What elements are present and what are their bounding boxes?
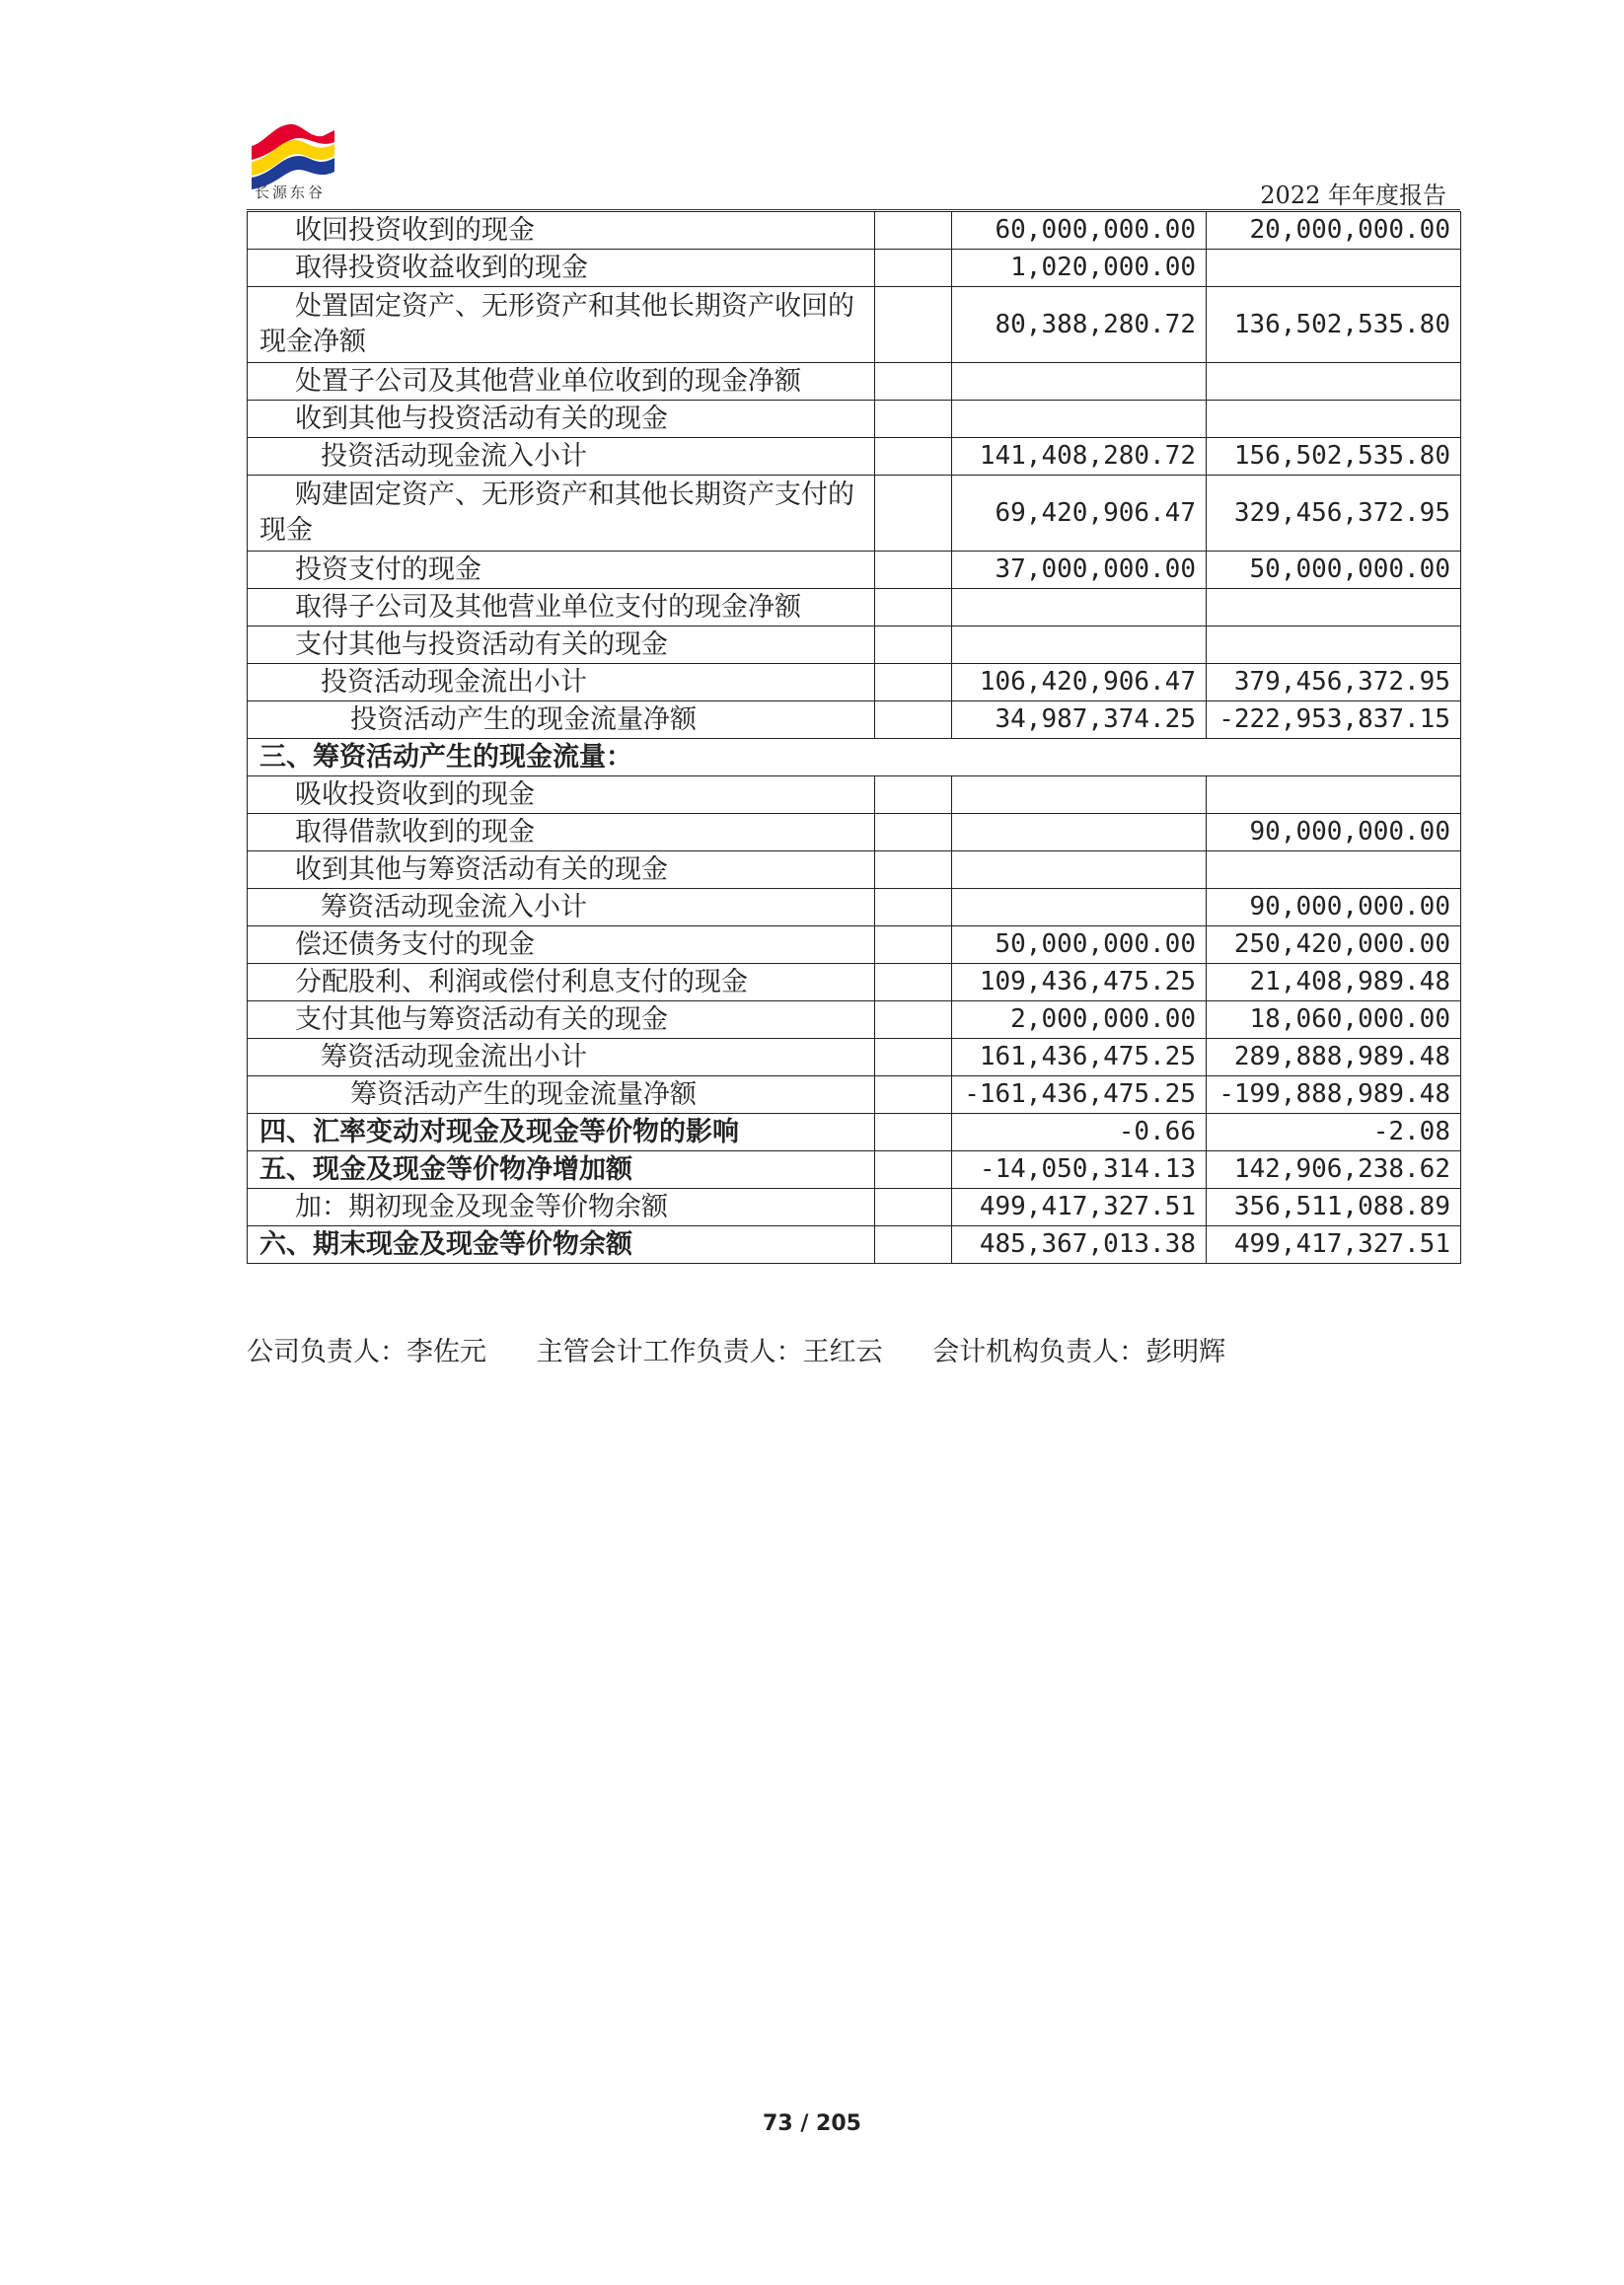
row-note bbox=[875, 776, 952, 814]
logo-text: 长源东谷 bbox=[255, 184, 327, 201]
row-item: 筹资活动现金流出小计 bbox=[248, 1039, 875, 1076]
row-item: 加：期初现金及现金等价物余额 bbox=[248, 1189, 875, 1226]
row-prior: -2.08 bbox=[1207, 1114, 1461, 1151]
row-prior: -199,888,989.48 bbox=[1207, 1076, 1461, 1114]
row-prior bbox=[1207, 363, 1461, 401]
row-prior bbox=[1207, 589, 1461, 627]
row-item: 筹资活动产生的现金流量净额 bbox=[248, 1076, 875, 1114]
row-prior: -222,953,837.15 bbox=[1207, 701, 1461, 739]
row-current: 37,000,000.00 bbox=[952, 552, 1207, 589]
row-current: 161,436,475.25 bbox=[952, 1039, 1207, 1076]
row-prior bbox=[1207, 851, 1461, 889]
row-prior: 250,420,000.00 bbox=[1207, 926, 1461, 964]
row-current: 34,987,374.25 bbox=[952, 701, 1207, 739]
row-current bbox=[952, 851, 1207, 889]
row-item: 投资活动产生的现金流量净额 bbox=[248, 701, 875, 739]
row-prior: 50,000,000.00 bbox=[1207, 552, 1461, 589]
row-note bbox=[875, 1039, 952, 1076]
row-item: 处置固定资产、无形资产和其他长期资产收回的现金净额 bbox=[248, 287, 875, 363]
agency-head: 会计机构负责人：彭明辉 bbox=[932, 1337, 1226, 1367]
accounting-head: 主管会计工作负责人：王红云 bbox=[536, 1337, 883, 1367]
table-row bbox=[248, 589, 1461, 627]
row-note bbox=[875, 851, 952, 889]
row-current bbox=[952, 363, 1207, 401]
table-row bbox=[248, 363, 1461, 401]
table-row bbox=[248, 552, 1461, 589]
row-item: 投资活动现金流入小计 bbox=[248, 438, 875, 476]
row-note bbox=[875, 926, 952, 964]
row-note bbox=[875, 664, 952, 701]
row-note bbox=[875, 814, 952, 851]
table-row bbox=[248, 212, 1461, 250]
row-item: 五、现金及现金等价物净增加额 bbox=[248, 1151, 875, 1189]
row-current bbox=[952, 889, 1207, 926]
table-row bbox=[248, 889, 1461, 926]
row-note bbox=[875, 964, 952, 1001]
table-row bbox=[248, 851, 1461, 889]
row-current bbox=[952, 776, 1207, 814]
row-prior: 329,456,372.95 bbox=[1207, 476, 1461, 552]
row-item: 偿还债务支付的现金 bbox=[248, 926, 875, 964]
row-item: 收到其他与投资活动有关的现金 bbox=[248, 401, 875, 438]
row-prior: 18,060,000.00 bbox=[1207, 1001, 1461, 1039]
row-prior bbox=[1207, 776, 1461, 814]
table-row bbox=[248, 401, 1461, 438]
row-current: -14,050,314.13 bbox=[952, 1151, 1207, 1189]
row-current bbox=[952, 401, 1207, 438]
row-note bbox=[875, 1001, 952, 1039]
row-note bbox=[875, 212, 952, 250]
table-row bbox=[248, 287, 1461, 363]
table-row bbox=[248, 926, 1461, 964]
row-item: 购建固定资产、无形资产和其他长期资产支付的现金 bbox=[248, 476, 875, 552]
row-note bbox=[875, 889, 952, 926]
row-current: 499,417,327.51 bbox=[952, 1189, 1207, 1226]
row-current bbox=[952, 814, 1207, 851]
row-note bbox=[875, 363, 952, 401]
row-current: -161,436,475.25 bbox=[952, 1076, 1207, 1114]
table-row bbox=[248, 1076, 1461, 1114]
row-prior: 20,000,000.00 bbox=[1207, 212, 1461, 250]
row-prior: 136,502,535.80 bbox=[1207, 287, 1461, 363]
row-item: 支付其他与筹资活动有关的现金 bbox=[248, 1001, 875, 1039]
row-prior: 289,888,989.48 bbox=[1207, 1039, 1461, 1076]
header-divider bbox=[247, 209, 1460, 210]
row-note bbox=[875, 401, 952, 438]
row-prior: 90,000,000.00 bbox=[1207, 814, 1461, 851]
row-current: 50,000,000.00 bbox=[952, 926, 1207, 964]
page-number: 73 / 205 bbox=[763, 2111, 861, 2136]
row-current: 1,020,000.00 bbox=[952, 250, 1207, 287]
row-prior bbox=[1207, 627, 1461, 664]
table-row bbox=[248, 1001, 1461, 1039]
row-item: 支付其他与投资活动有关的现金 bbox=[248, 627, 875, 664]
row-note bbox=[875, 1076, 952, 1114]
row-current: 69,420,906.47 bbox=[952, 476, 1207, 552]
row-prior bbox=[1207, 401, 1461, 438]
row-prior bbox=[1207, 250, 1461, 287]
row-prior: 499,417,327.51 bbox=[1207, 1226, 1461, 1264]
row-item: 筹资活动现金流入小计 bbox=[248, 889, 875, 926]
row-item: 投资活动现金流出小计 bbox=[248, 664, 875, 701]
table-row bbox=[248, 701, 1461, 739]
row-item: 取得子公司及其他营业单位支付的现金净额 bbox=[248, 589, 875, 627]
row-current: 141,408,280.72 bbox=[952, 438, 1207, 476]
table-row bbox=[248, 964, 1461, 1001]
table-row bbox=[248, 1114, 1461, 1151]
table-row bbox=[248, 438, 1461, 476]
section-row bbox=[248, 739, 1461, 776]
row-item: 吸收投资收到的现金 bbox=[248, 776, 875, 814]
report-title: 2022 年年度报告 bbox=[1260, 182, 1446, 209]
row-current: 80,388,280.72 bbox=[952, 287, 1207, 363]
row-current: 60,000,000.00 bbox=[952, 212, 1207, 250]
row-current: 109,436,475.25 bbox=[952, 964, 1207, 1001]
signature-line bbox=[247, 1330, 1267, 1368]
row-current: -0.66 bbox=[952, 1114, 1207, 1151]
company-head: 公司负责人：李佐元 bbox=[247, 1337, 486, 1367]
row-note bbox=[875, 1226, 952, 1264]
table-row bbox=[248, 814, 1461, 851]
row-note bbox=[875, 627, 952, 664]
row-note bbox=[875, 250, 952, 287]
row-note bbox=[875, 1189, 952, 1226]
row-current bbox=[952, 589, 1207, 627]
cash-flow-table bbox=[247, 211, 1461, 1264]
row-prior: 21,408,989.48 bbox=[1207, 964, 1461, 1001]
row-item: 收回投资收到的现金 bbox=[248, 212, 875, 250]
row-item: 投资支付的现金 bbox=[248, 552, 875, 589]
table-row bbox=[248, 664, 1461, 701]
row-current bbox=[952, 627, 1207, 664]
row-item: 取得投资收益收到的现金 bbox=[248, 250, 875, 287]
table-row bbox=[248, 1189, 1461, 1226]
row-current: 106,420,906.47 bbox=[952, 664, 1207, 701]
row-note bbox=[875, 589, 952, 627]
row-prior: 356,511,088.89 bbox=[1207, 1189, 1461, 1226]
row-prior: 90,000,000.00 bbox=[1207, 889, 1461, 926]
row-current: 485,367,013.38 bbox=[952, 1226, 1207, 1264]
table-row bbox=[248, 1039, 1461, 1076]
row-prior: 379,456,372.95 bbox=[1207, 664, 1461, 701]
row-item: 分配股利、利润或偿付利息支付的现金 bbox=[248, 964, 875, 1001]
table-row bbox=[248, 476, 1461, 552]
row-item: 处置子公司及其他营业单位收到的现金净额 bbox=[248, 363, 875, 401]
row-item: 六、期末现金及现金等价物余额 bbox=[248, 1226, 875, 1264]
row-prior: 142,906,238.62 bbox=[1207, 1151, 1461, 1189]
table-row bbox=[248, 1226, 1461, 1264]
row-note bbox=[875, 287, 952, 363]
row-note bbox=[875, 1114, 952, 1151]
section-heading: 三、筹资活动产生的现金流量： bbox=[248, 739, 1461, 776]
table-row bbox=[248, 776, 1461, 814]
row-item: 收到其他与筹资活动有关的现金 bbox=[248, 851, 875, 889]
row-prior: 156,502,535.80 bbox=[1207, 438, 1461, 476]
row-note bbox=[875, 552, 952, 589]
row-item: 取得借款收到的现金 bbox=[248, 814, 875, 851]
table-row bbox=[248, 1151, 1461, 1189]
row-note bbox=[875, 476, 952, 552]
row-current: 2,000,000.00 bbox=[952, 1001, 1207, 1039]
row-note bbox=[875, 438, 952, 476]
row-note bbox=[875, 701, 952, 739]
row-note bbox=[875, 1151, 952, 1189]
table-row bbox=[248, 250, 1461, 287]
row-item: 四、汇率变动对现金及现金等价物的影响 bbox=[248, 1114, 875, 1151]
table-row bbox=[248, 627, 1461, 664]
